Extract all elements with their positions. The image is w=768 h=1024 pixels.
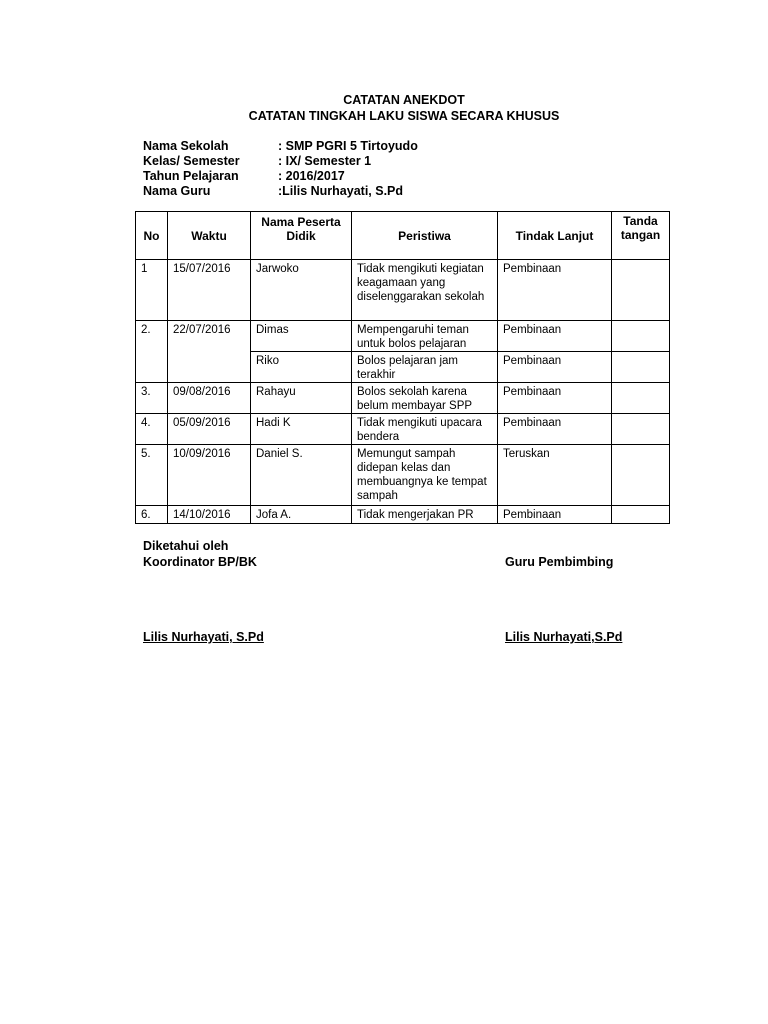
cell-tanda <box>612 445 670 506</box>
cell-no: 5. <box>136 445 168 506</box>
cell-tanda <box>612 506 670 524</box>
table-row <box>136 414 670 445</box>
cell-waktu: 15/07/2016 <box>168 260 251 321</box>
header-tindak: Tindak Lanjut <box>498 212 612 260</box>
info-row-school <box>143 139 418 154</box>
cell-waktu: 10/09/2016 <box>168 445 251 506</box>
cell-nama: Jofa A. <box>251 506 352 524</box>
header-no: No <box>136 212 168 260</box>
left-signature-block <box>143 538 257 570</box>
cell-tanda <box>612 414 670 445</box>
cell-no: 3. <box>136 383 168 414</box>
info-row-year <box>143 169 418 184</box>
cell-tindak: Pembinaan <box>498 506 612 524</box>
table-row <box>136 383 670 414</box>
right-signatory-name: Lilis Nurhayati,S.Pd <box>505 630 623 644</box>
header-tanda: Tanda tangan <box>612 212 670 260</box>
cell-peristiwa: Bolos sekolah karena belum membayar SPP <box>352 383 498 414</box>
cell-waktu: 05/09/2016 <box>168 414 251 445</box>
cell-tanda <box>612 383 670 414</box>
cell-waktu: 22/07/2016 <box>168 321 251 383</box>
info-row-teacher <box>143 184 418 199</box>
cell-tanda <box>612 260 670 321</box>
info-label: Kelas/ Semester <box>143 154 240 168</box>
info-value: :Lilis Nurhayati, S.Pd <box>278 184 404 198</box>
table-row <box>136 506 670 524</box>
info-label: Nama Sekolah <box>143 139 229 153</box>
cell-no: 1 <box>136 260 168 321</box>
info-block <box>143 139 418 199</box>
table-header-row <box>136 212 670 260</box>
cell-nama: Daniel S. <box>251 445 352 506</box>
cell-waktu: 14/10/2016 <box>168 506 251 524</box>
cell-peristiwa: Bolos pelajaran jam terakhir <box>352 352 498 383</box>
info-value: : IX/ Semester 1 <box>278 154 372 168</box>
info-value: : 2016/2017 <box>278 169 345 183</box>
acknowledged-by-label: Diketahui oleh <box>143 539 229 553</box>
cell-peristiwa: Tidak mengikuti kegiatan keagamaan yang diselenggarakan sekolah <box>352 260 498 321</box>
header-waktu: Waktu <box>168 212 251 260</box>
cell-nama: Jarwoko <box>251 260 352 321</box>
cell-peristiwa: Tidak mengerjakan PR <box>352 506 498 524</box>
cell-tanda <box>612 352 670 383</box>
document-subtitle: CATATAN TINGKAH LAKU SISWA SECARA KHUSUS <box>248 109 560 123</box>
cell-nama: Rahayu <box>251 383 352 414</box>
info-value: : SMP PGRI 5 Tirtoyudo <box>278 139 418 153</box>
cell-no: 6. <box>136 506 168 524</box>
info-label: Tahun Pelajaran <box>143 169 239 183</box>
header-nama: Nama Peserta Didik <box>251 212 352 260</box>
info-label: Nama Guru <box>143 184 211 198</box>
info-row-class <box>143 154 418 169</box>
cell-tindak: Pembinaan <box>498 414 612 445</box>
cell-no: 2. <box>136 321 168 383</box>
cell-waktu: 09/08/2016 <box>168 383 251 414</box>
document-title: CATATAN ANEKDOT <box>343 93 465 107</box>
table-row <box>136 260 670 321</box>
coordinator-label: Koordinator BP/BK <box>143 555 257 569</box>
cell-tindak: Pembinaan <box>498 352 612 383</box>
cell-tindak: Pembinaan <box>498 383 612 414</box>
header-peristiwa: Peristiwa <box>352 212 498 260</box>
table-row <box>136 445 670 506</box>
table-row <box>136 321 670 352</box>
cell-tanda <box>612 321 670 352</box>
right-signature-label: Guru Pembimbing <box>505 555 614 569</box>
cell-peristiwa: Tidak mengikuti upacara bendera <box>352 414 498 445</box>
cell-nama: Riko <box>251 352 352 383</box>
cell-nama: Hadi K <box>251 414 352 445</box>
cell-tindak: Pembinaan <box>498 260 612 321</box>
cell-tindak: Pembinaan <box>498 321 612 352</box>
cell-nama: Dimas <box>251 321 352 352</box>
cell-peristiwa: Memungut sampah didepan kelas dan membuangnya ke tempat sampah <box>352 445 498 506</box>
anecdote-table <box>135 211 670 524</box>
cell-peristiwa: Mempengaruhi teman untuk bolos pelajaran <box>352 321 498 352</box>
cell-tindak: Teruskan <box>498 445 612 506</box>
cell-no: 4. <box>136 414 168 445</box>
left-signatory-name: Lilis Nurhayati, S.Pd <box>143 630 264 644</box>
